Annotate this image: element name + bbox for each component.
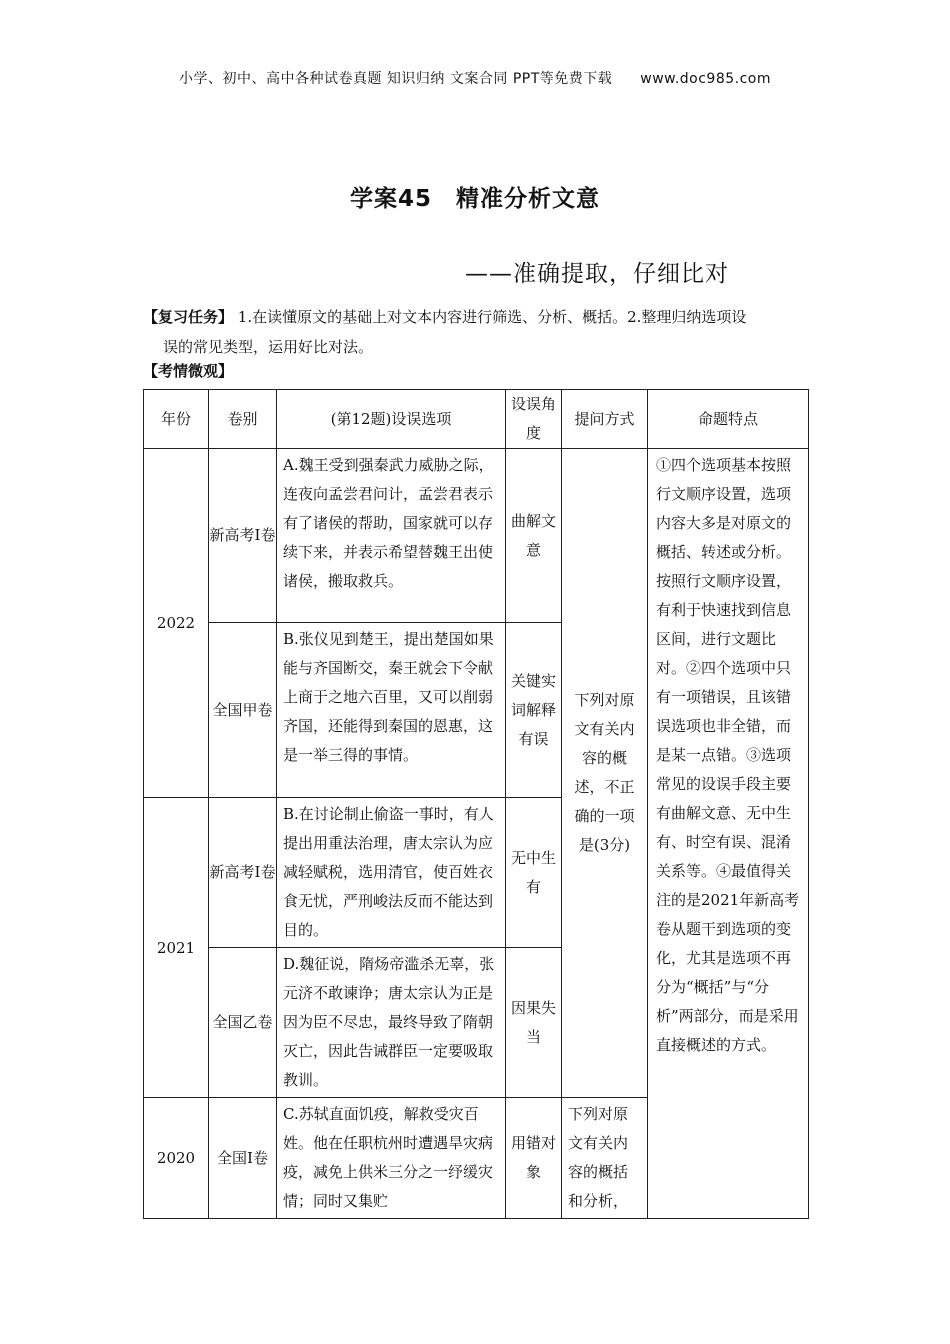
volume-cell: 全国甲卷 [209,623,277,798]
header-year: 年份 [144,390,209,449]
volume-cell: 全国乙卷 [209,948,277,1098]
year-cell: 2021 [144,798,209,1098]
page-header [0,68,950,88]
year-cell: 2020 [144,1098,209,1219]
features-cell: ①四个选项基本按照行文顺序设置，选项内容大多是对原文的概括、转述或分析。按照行文顺序设置，有利于快速找到信息区间，进行文题比对。②四个选项中只有一项错误，且该错误选项也非全错，而是某一点错。③选项常见的设误手段主要有曲解文意、无中生有、时空有误、混淆关系等。④最值得关注的是2021年新高考卷从题干到选项的变化，尤其是选项不再分为“概括”与“分析”两部分，而是采用直接概述的方式。 [648,449,809,1219]
angle-cell: 因果失当 [506,948,562,1098]
header-features: 命题特点 [648,390,809,449]
header-ask: 提问方式 [562,390,648,449]
angle-cell: 用错对象 [506,1098,562,1219]
header-angle: 设误角度 [506,390,562,449]
page-subtitle: ——准确提取，仔细比对 [465,261,729,287]
ask-cell: 下列对原文有关内容的概括和分析， [562,1098,648,1219]
ask-cell: 下列对原文有关内容的概述，不正确的一项是(3分) [562,449,648,1098]
review-task-line1: 1.在读懂原文的基础上对文本内容进行筛选、分析、概括。2.整理归纳选项设 [237,308,747,326]
exam-table [143,389,809,1219]
angle-cell: 曲解文意 [506,449,562,623]
table-row [144,449,809,623]
header-volume: 卷别 [209,390,277,449]
option-cell: C.苏轼直面饥疫，解救受灾百姓。他在任职杭州时遭遇旱灾病疫，减免上供米三分之一纾缓灾情；同时又集贮 [277,1098,506,1219]
header-option: (第12题)设误选项 [277,390,506,449]
option-cell: B.在讨论制止偷盗一事时，有人提出用重法治理，唐太宗认为应减轻赋税，选用清官，使百姓衣食无忧，严刑峻法反而不能达到目的。 [277,798,506,948]
header-url[interactable]: www.doc985.com [640,71,772,87]
review-task-line2: 误的常见类型，运用好比对法。 [163,338,374,356]
volume-cell: 新高考Ⅰ卷 [209,449,277,623]
option-cell: D.魏征说，隋炀帝滥杀无辜，张元济不敢谏诤；唐太宗认为正是因为臣不尽忠，最终导致了隋朝灭亡，因此告诫群臣一定要吸取教训。 [277,948,506,1098]
review-task [143,302,811,362]
header-text: 小学、初中、高中各种试卷真题 知识归纳 文案合同 PPT等免费下载 [178,71,613,87]
page-title: 学案45 精准分析文意 [349,186,600,212]
angle-cell: 无中生有 [506,798,562,948]
review-task-label: 【复习任务】 [143,308,234,326]
volume-cell: 全国Ⅰ卷 [209,1098,277,1219]
option-cell: A.魏王受到强秦武力威胁之际，连夜向孟尝君问计，孟尝君表示有了诸侯的帮助，国家就可以存续下来，并表示希望替魏王出使诸侯，搬取救兵。 [277,449,506,623]
table-header-row [144,390,809,449]
angle-cell: 关键实词解释有误 [506,623,562,798]
option-cell: B.张仪见到楚王，提出楚国如果能与齐国断交，秦王就会下令献上商于之地六百里，又可以削弱齐国，还能得到秦国的恩惠，这是一举三得的事情。 [277,623,506,798]
volume-cell: 新高考Ⅰ卷 [209,798,277,948]
year-cell: 2022 [144,449,209,798]
survey-label: 【考情微观】 [143,362,234,380]
